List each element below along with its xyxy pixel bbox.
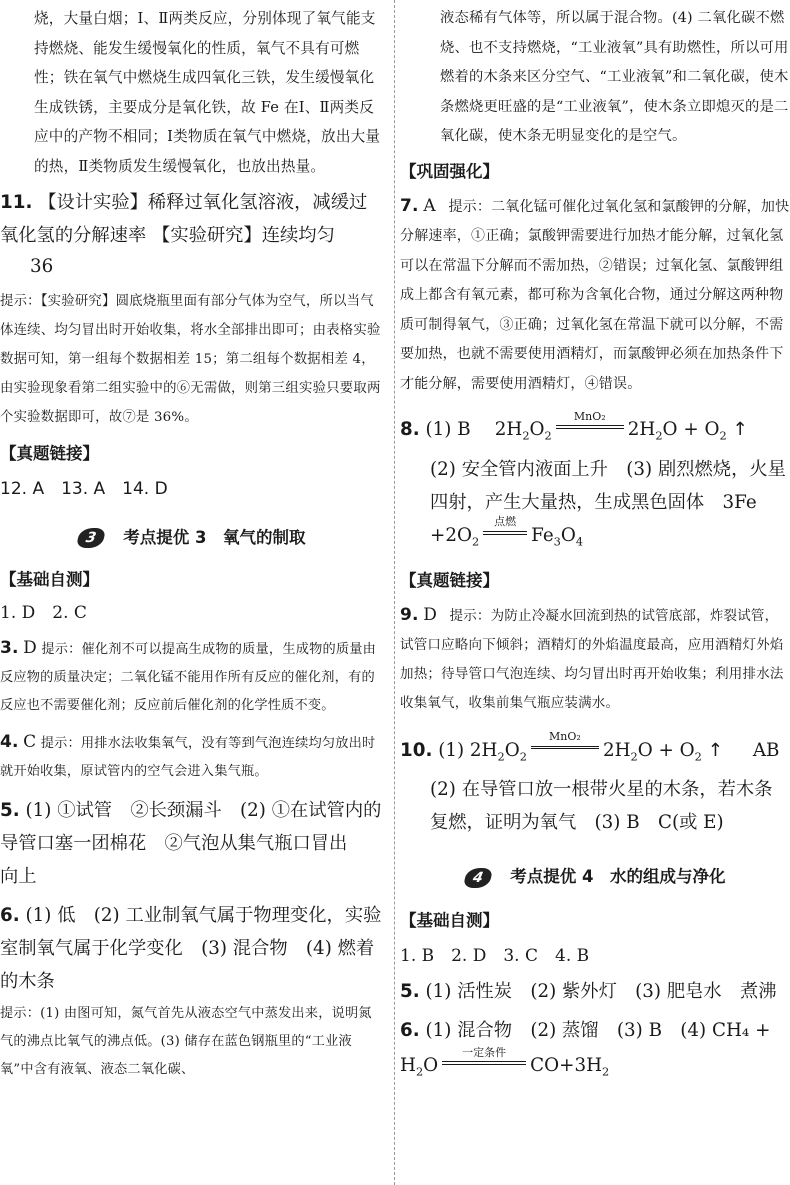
question-6 <box>0 899 383 998</box>
hint-text: 提示：催化剂不可以提高生成物的质量，生成物的质量由反应物的质量决定；二氧化锰不能用作所有反应的催化剂，有的反应也不需要催化剂；反应前后催化剂的化学性质不变。 <box>0 641 377 713</box>
answer-continuation <box>400 453 790 519</box>
question-number: 7. <box>400 195 419 216</box>
right-column <box>400 0 790 1185</box>
hint-text: 提示：用排水法收集氧气，没有等到气泡连续均匀放出时就开始收集，原试管内的空气会进入集气瓶。 <box>0 735 376 779</box>
answer-text: (1) 低 (2) 工业制氧气属于物理变化，实验室制氧气属于化学变化 (3) 混合物 (4) 燃着的木条 <box>0 904 382 992</box>
answer-line: 1. B 2. D 3. C 4. B <box>400 946 590 967</box>
question-6b <box>400 1014 790 1047</box>
answer-choice: D <box>23 637 37 658</box>
answer-text: (1) 混合物 (2) 蒸馏 (3) B (4) CH₄ + <box>425 1020 771 1042</box>
topic-title: 考点提优 4 水的组成与净化 <box>510 867 726 887</box>
answer-text: (1) <box>438 739 470 761</box>
answer-choice: A <box>423 195 436 216</box>
chemical-equation: $2H_2O_2$ MnO₂ $2H_2O + O_2$ ↑ <box>469 730 724 764</box>
left-column <box>0 0 383 1185</box>
section-heading: 【真题链接】 <box>400 570 499 590</box>
continued-hint-text: 液态稀有气体等，所以属于混合物。(4) 二氧化碳不燃烧、也不支持燃烧，“工业液氧”具有助燃性，所以可用燃着的木条来区分空气、“工业液氧”和二氧化碳，使木条燃烧更旺盛的是“工业液氧”，使木条立即熄灭的是二氧化碳，使木条无明显变化的是空气。 <box>440 10 789 145</box>
answer-choice: C <box>23 731 37 752</box>
answer-choice: D <box>423 604 438 625</box>
hint-text: 提示：为防止冷凝水回流到热的试管底部，炸裂试管，试管口应略向下倾斜；酒精灯的外焰温度最高，应用酒精灯外焰加热；待导管口气泡连续、均匀冒出时再开始收集；利用排水法收集氧气，收集前集气瓶应装满水。 <box>400 607 784 711</box>
chemical-equation: $H_2O$ 一定条件 $CO+3H_2$ <box>400 1045 610 1080</box>
question-number: 5. <box>400 981 420 1003</box>
equation-equals <box>483 515 527 541</box>
question-9 <box>400 601 790 718</box>
continued-hint-text: 烧，大量白烟；Ⅰ、Ⅱ两类反应，分别体现了氧气能支持燃烧、能发生缓慢氧化的性质，氧气不具有可燃性；铁在氧气中燃烧生成四氧化三铁，发生缓慢氧化生成铁锈，主要成分是氧化铁，故 Fe 在Ⅰ、Ⅱ两类反应中的产物不相同；Ⅰ类物质在氧气中燃烧，放出大量的热，Ⅱ类物质发生缓慢氧化，也放出热量。 <box>34 10 381 175</box>
equation-equals <box>556 409 624 435</box>
question-4 <box>0 728 383 786</box>
question-7 <box>400 192 790 400</box>
question-10 <box>400 730 790 774</box>
question-number: 11. <box>0 191 33 213</box>
topic-number-badge: 4 <box>462 868 492 888</box>
question-5 <box>0 794 383 893</box>
answer-text: 【设计实验】稀释过氧化氢溶液，减缓过氧化氢的分解速率 【实验研究】连续均匀 <box>0 191 368 246</box>
chemical-equation: $2H_2O_2$ MnO₂ $2H_2O + O_2$ ↑ <box>494 409 748 444</box>
answer-choice: AB <box>752 739 780 761</box>
question-11 <box>0 186 383 252</box>
section-heading: 【真题链接】 <box>0 443 99 463</box>
reaction-condition: MnO₂ <box>573 409 606 423</box>
question-8 <box>400 409 790 453</box>
answer-continuation: 36 <box>30 255 54 277</box>
topic-heading <box>0 518 383 558</box>
section-heading: 【基础自测】 <box>400 911 499 931</box>
answer-text: (1) 活性炭 (2) 紫外灯 (3) 肥皂水 煮沸 <box>425 981 777 1003</box>
column-divider <box>394 0 396 1185</box>
question-number: 5. <box>0 799 20 821</box>
hint-text: 提示：(1) 由图可知，氮气首先从液态空气中蒸发出来，说明氮气的沸点比氧气的沸点低。(3) 储存在蓝色钢瓶里的“工业液氧”中含有液氧、液态二氧化碳、 <box>0 1005 372 1077</box>
reaction-condition: 点燃 <box>494 515 517 529</box>
topic-heading <box>400 857 790 897</box>
answer-text: (1) B <box>425 419 489 441</box>
question-number: 4. <box>0 731 19 752</box>
question-3 <box>0 634 383 720</box>
equation-equals <box>442 1045 526 1071</box>
topic-number-badge: 3 <box>75 528 105 548</box>
question-5b <box>400 975 790 1008</box>
section-heading: 【基础自测】 <box>0 569 99 589</box>
question-number: 9. <box>400 604 419 625</box>
answer-text: (1) ①试管 ②长颈漏斗 (2) ①在试管内的导管口塞一团棉花 ②气泡从集气瓶口冒出 向上 <box>0 799 382 887</box>
question-number: 6. <box>0 904 20 926</box>
answer-continuation: (2) 在导管口放一根带火星的木条，若木条复燃，证明为氧气 (3) B C(或 E) <box>430 779 773 834</box>
answer-text: (2) 安全管内液面上升 (3) 剧烈燃烧，火星四射，产生大量热，生成黑色固体 3Fe <box>430 459 786 514</box>
question-number: 8. <box>400 419 420 441</box>
reaction-condition: 一定条件 <box>462 1045 507 1059</box>
hint-text: 提示：【实验研究】圆底烧瓶里面有部分气体为空气，所以当气体连续、均匀冒出时开始收集，将水全部排出即可；由表格实验数据可知，第一组每个数据相差 15；第二组每个数据相差 4，由实验现象看第二组实验中的⑥无需做，则第三组实验只要取两个实验数据即可，故⑦是 36%。 <box>0 293 381 425</box>
question-number: 3. <box>0 637 19 658</box>
section-heading: 【巩固强化】 <box>400 161 499 181</box>
reaction-condition: MnO₂ <box>549 730 581 744</box>
question-number: 10. <box>400 739 433 761</box>
answer-line: 12. A 13. A 14. D <box>0 478 168 499</box>
equation-equals <box>531 730 599 755</box>
chemical-equation: $+2O_2$ 点燃 $Fe_3O_4$ <box>430 515 584 549</box>
answer-line: 1. D 2. C <box>0 602 87 623</box>
topic-title: 考点提优 3 氧气的制取 <box>123 527 306 547</box>
hint-text: 提示：二氧化锰可催化过氧化氢和氯酸钾的分解，加快分解速率，①正确；氯酸钾需要进行加热才能分解，过氧化氢可以在常温下分解而不需加热，②错误；过氧化氢、氯酸钾组成上都含有氧元素，都可称为含氧化合物，通过分解这两种物质可制得氧气，③正确；过氧化氢在常温下就可以分解，不需要加热，也就不需要使用酒精灯，而氯酸钾必须在加热条件下才能分解，需要使用酒精灯，④错误。 <box>400 198 790 392</box>
question-number: 6. <box>400 1020 420 1042</box>
